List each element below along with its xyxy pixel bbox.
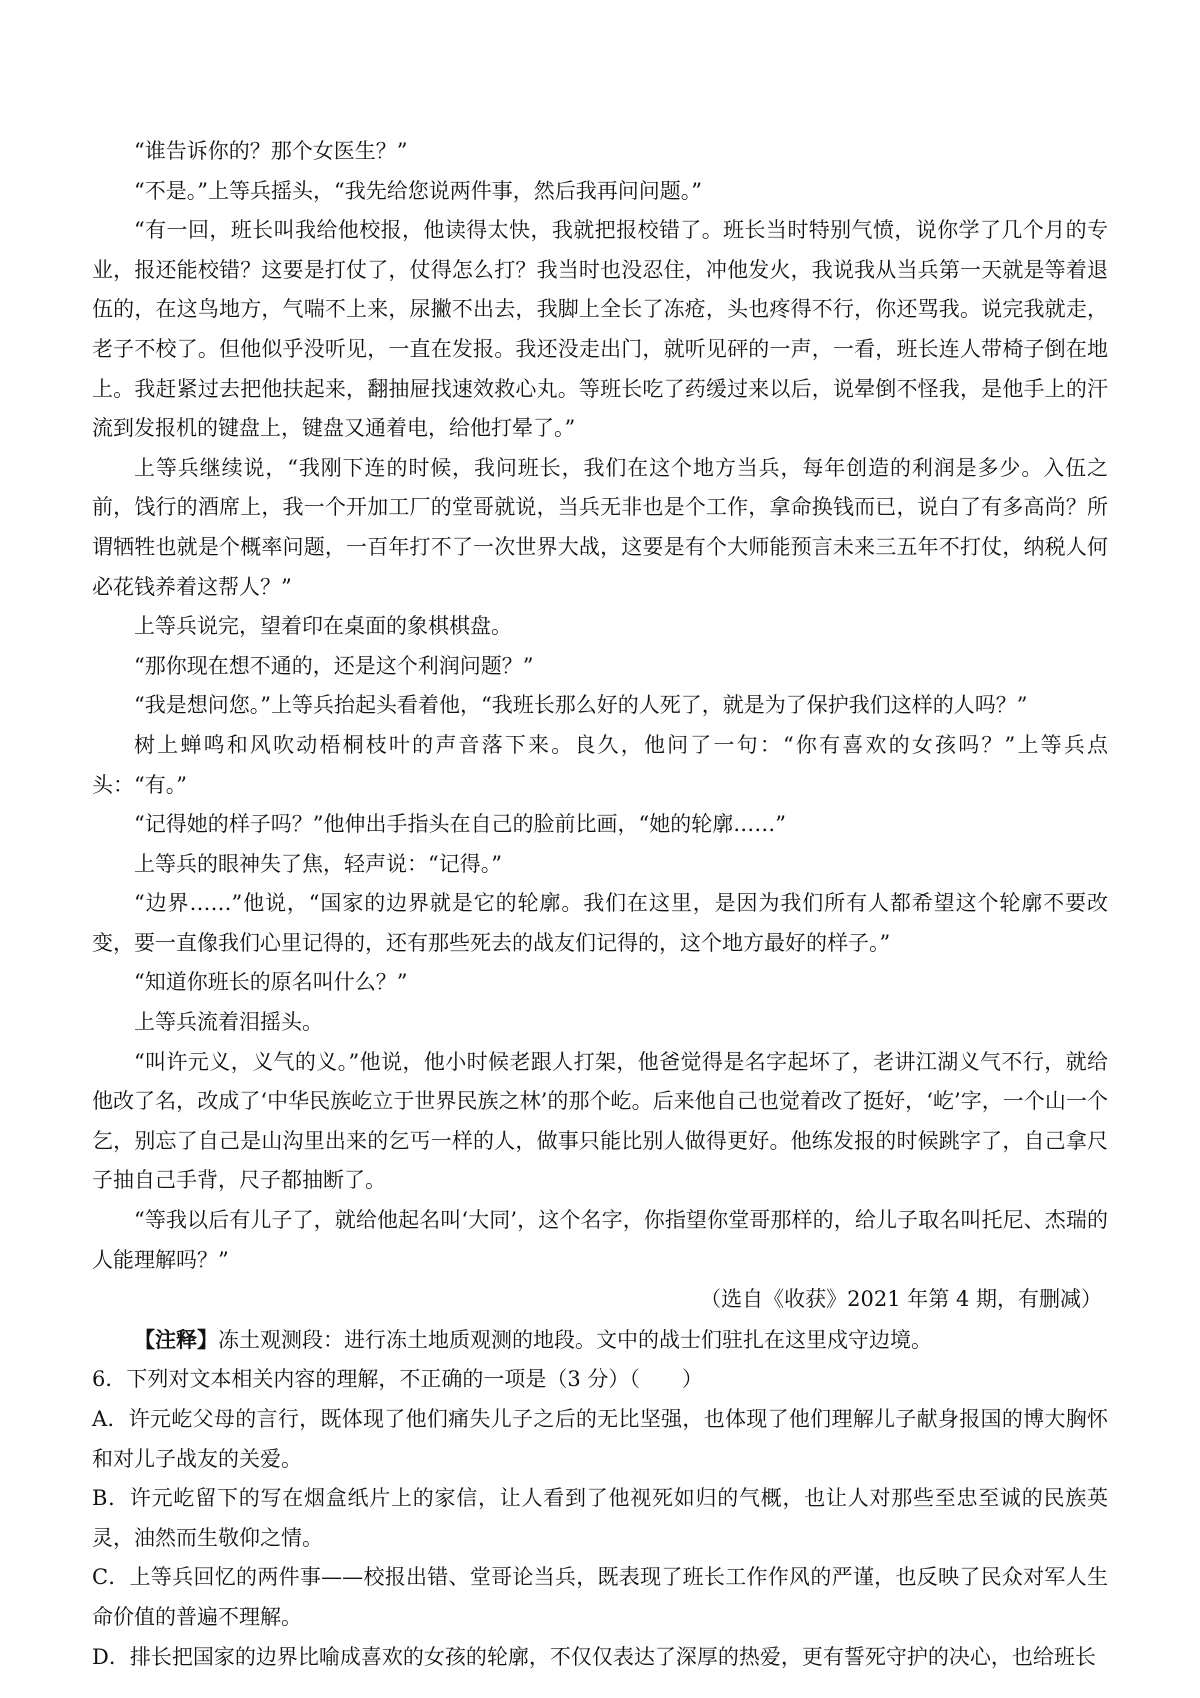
passage-paragraph: 上等兵的眼神失了焦，轻声说：“记得。”	[134, 851, 502, 876]
source-citation: （选自《收获》2021 年第 4 期，有删减）	[700, 1287, 1102, 1312]
note-label: 【注释】	[134, 1326, 218, 1352]
passage-paragraph: “谁告诉你的？那个女医生？”	[134, 139, 408, 163]
option-b: B．许元屹留下的写在烟盒纸片上的家信，让人看到了他视死如归的气概，也让人对那些至忠至诚的民族英灵，油然而生敬仰之情。	[92, 1486, 1108, 1550]
passage-paragraph: “不是。”上等兵摇头，“我先给您说两件事，然后我再问问题。”	[134, 178, 702, 203]
annotation-note	[92, 1320, 1108, 1361]
passage-paragraph: 树上蝉鸣和风吹动梧桐枝叶的声音落下来。良久，他问了一句：“你有喜欢的女孩吗？”上等兵点头：“有。”	[92, 732, 1108, 797]
note-text: 冻土观测段：进行冻土地质观测的地段。文中的战士们驻扎在这里戍守边境。	[218, 1327, 932, 1352]
question-stem: 6．下列对文本相关内容的理解，不正确的一项是（3 分）（ ）	[92, 1367, 703, 1392]
passage-paragraph: “等我以后有儿子了，就给他起名叫‘大同’，这个名字，你指望你堂哥那样的，给儿子取名叫托尼、杰瑞的人能理解吗？”	[92, 1208, 1108, 1272]
option-a: A．许元屹父母的言行，既体现了他们痛失儿子之后的无比坚强，也体现了他们理解儿子献身报国的博大胸怀和对儿子战友的关爱。	[92, 1407, 1108, 1471]
passage-paragraph: 上等兵说完，望着印在桌面的象棋棋盘。	[134, 614, 512, 639]
passage-paragraph: “有一回，班长叫我给他校报，他读得太快，我就把报校错了。班长当时特别气愤，说你学了几个月的专业，报还能校错？这要是打仗了，仗得怎么打？我当时也没忍住，冲他发火，我说我从当兵第一天就是等着退伍的，在这鸟地方，气喘不上来，尿撇不出去，我脚上全长了冻疮，头也疼得不行，你还骂我。说完我就走，老子不校了。但他似乎没听见，一直在发报。我还没走出门，就听见砰的一声，一看，班长连人带椅子倒在地上。我赶紧过去把他扶起来，翻抽屉找速效救心丸。等班长吃了药缓过来以后，说晕倒不怪我，是他手上的汗流到发报机的键盘上，键盘又通着电，给他打晕了。”	[92, 218, 1108, 441]
passage-paragraph: 上等兵继续说，“我刚下连的时候，我问班长，我们在这个地方当兵，每年创造的利润是多少。入伍之前，饯行的酒席上，我一个开加工厂的堂哥就说，当兵无非也是个工作，拿命换钱而已，说白了有多高尚？所谓牺牲也就是个概率问题，一百年打不了一次世界大战，这要是有个大师能预言未来三五年不打仗，纳税人何必花钱养着这帮人？”	[92, 455, 1108, 599]
passage-paragraph: 上等兵流着泪摇头。	[134, 1010, 323, 1035]
passage-paragraph: “那你现在想不通的，还是这个利润问题？”	[134, 653, 534, 678]
passage-paragraph: “知道你班长的原名叫什么？”	[134, 970, 408, 995]
passage	[92, 132, 1108, 1360]
passage-paragraph: “叫许元义，义气的义。”他说，他小时候老跟人打架，他爸觉得是名字起坏了，老讲江湖义气不行，就给他改了名，改成了‘中华民族屹立于世界民族之林’的那个屹。后来他自己也觉着改了挺好，‘屹’字，一个山一个乞，别忘了自己是山沟里出来的乞丐一样的人，做事只能比别人做得更好。他练发报的时候跳字了，自己拿尺子抽自己手背，尺子都抽断了。	[92, 1049, 1108, 1193]
passage-paragraph: “边界……”他说，“国家的边界就是它的轮廓。我们在这里，是因为我们所有人都希望这个轮廓不要改变，要一直像我们心里记得的，还有那些死去的战友们记得的，这个地方最好的样子。”	[92, 891, 1108, 955]
passage-paragraph: “我是想问您。”上等兵抬起头看着他，“我班长那么好的人死了，就是为了保护我们这样的人吗？”	[134, 693, 1028, 718]
option-d: D．排长把国家的边界比喻成喜欢的女孩的轮廓，不仅仅表达了深厚的热爱，更有誓死守护的决心，也给班长	[92, 1644, 1096, 1669]
question-6	[92, 1360, 1108, 1677]
passage-paragraph: “记得她的样子吗？”他伸出手指头在自己的脸前比画，“她的轮廓……”	[134, 812, 786, 837]
option-c: C．上等兵回忆的两件事——校报出错、堂哥论当兵，既表现了班长工作作风的严谨，也反映了民众对军人生命价值的普遍不理解。	[92, 1565, 1108, 1629]
